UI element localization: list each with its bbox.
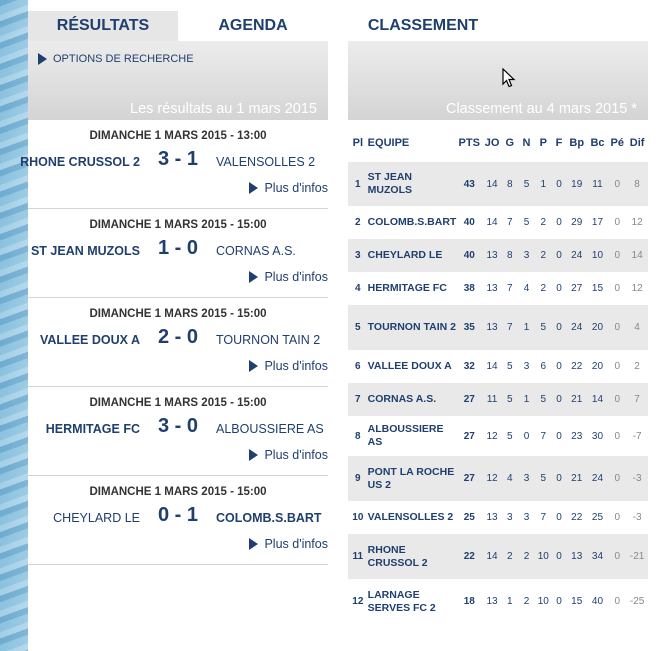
cell-jo: 13	[482, 305, 502, 350]
more-info-label: Plus d'infos	[264, 181, 328, 195]
home-team: ST JEAN MUZOLS	[30, 244, 140, 258]
cell-jo: 14	[482, 206, 502, 239]
cell-dif: 7	[626, 383, 648, 416]
ranking-row	[348, 272, 648, 305]
cell-bc: 34	[587, 534, 609, 579]
results-tabs	[28, 11, 328, 41]
column-header: G	[505, 137, 515, 149]
cell-p: 2	[535, 206, 551, 239]
cell-team[interactable]: VALLEE DOUX A	[368, 350, 457, 383]
ranking-row	[348, 350, 648, 383]
cell-jo: 13	[482, 501, 502, 534]
play-triangle-icon	[249, 449, 258, 461]
cell-f: 0	[551, 239, 567, 272]
cell-g: 3	[502, 501, 518, 534]
cell-dif: -25	[626, 579, 648, 624]
cell-pe: 0	[608, 272, 626, 305]
cell-pe: 0	[608, 350, 626, 383]
cell-bc: 40	[587, 579, 609, 624]
cell-p: 6	[535, 350, 551, 383]
column-header: PTS	[458, 137, 480, 149]
cell-f: 0	[551, 534, 567, 579]
cell-n: 3	[518, 501, 536, 534]
cell-n: 1	[518, 383, 536, 416]
ranking-header	[348, 41, 648, 120]
cell-pe: 0	[608, 383, 626, 416]
match-score: 2 - 0	[157, 326, 199, 348]
cell-bp: 13	[567, 534, 587, 579]
cell-n: 3	[518, 350, 536, 383]
cell-team[interactable]: VALENSOLLES 2	[368, 501, 457, 534]
match-score: 3 - 1	[157, 148, 199, 170]
column-header: JO	[484, 137, 500, 149]
cell-pe: 0	[608, 239, 626, 272]
cell-g: 8	[502, 239, 518, 272]
cell-bc: 20	[587, 305, 609, 350]
cell-pl: 6	[348, 350, 368, 383]
ranking-panel	[348, 11, 648, 624]
cell-team[interactable]: LARNAGE SERVES FC 2	[368, 579, 457, 624]
match-score: 1 - 0	[157, 237, 199, 259]
cell-bc: 15	[587, 272, 609, 305]
cell-p: 5	[535, 383, 551, 416]
cell-bc: 14	[587, 383, 609, 416]
ranking-body	[348, 162, 648, 624]
cell-p: 10	[535, 534, 551, 579]
cell-pl: 2	[348, 206, 368, 239]
cell-n: 5	[518, 162, 536, 206]
cell-pl: 4	[348, 272, 368, 305]
match-item	[28, 298, 328, 387]
more-info-link[interactable]	[249, 537, 328, 551]
cell-pl: 11	[348, 534, 368, 579]
cell-pl: 9	[348, 456, 368, 501]
cell-f: 0	[551, 501, 567, 534]
cell-pe: 0	[608, 162, 626, 206]
cell-f: 0	[551, 383, 567, 416]
cell-pts: 32	[456, 350, 482, 383]
match-date: DIMANCHE 1 MARS 2015 - 15:00	[89, 486, 267, 498]
tab-results[interactable]: RÉSULTATS	[28, 11, 178, 41]
cell-team[interactable]: CORNAS A.S.	[368, 383, 457, 416]
match-date: DIMANCHE 1 MARS 2015 - 15:00	[89, 308, 267, 320]
cell-pts: 35	[456, 305, 482, 350]
results-header	[28, 41, 328, 120]
away-team: COLOMB.S.BART	[216, 511, 322, 525]
cell-pts: 40	[456, 206, 482, 239]
cell-n: 5	[518, 206, 536, 239]
play-triangle-icon	[249, 182, 258, 194]
cell-dif: 14	[626, 239, 648, 272]
cell-jo: 11	[482, 383, 502, 416]
cell-jo: 14	[482, 534, 502, 579]
ranking-row	[348, 305, 648, 350]
cell-team[interactable]: CHEYLARD LE	[368, 239, 457, 272]
cell-p: 5	[535, 456, 551, 501]
home-team: HERMITAGE FC	[45, 422, 140, 436]
column-header: F	[555, 137, 563, 149]
cell-pts: 27	[456, 383, 482, 416]
column-header: EQUIPE	[367, 137, 410, 149]
more-info-label: Plus d'infos	[264, 448, 328, 462]
results-panel	[20, 11, 328, 565]
more-info-link[interactable]	[249, 448, 328, 462]
cell-team[interactable]: PONT LA ROCHE US 2	[368, 456, 457, 501]
away-team: VALENSOLLES 2	[216, 155, 316, 169]
cell-bc: 25	[587, 501, 609, 534]
play-triangle-icon	[249, 271, 258, 283]
cell-bp: 24	[567, 239, 587, 272]
home-team: RHONE CRUSSOL 2	[20, 155, 140, 169]
cell-n: 4	[518, 272, 536, 305]
cell-g: 5	[502, 383, 518, 416]
cell-pl: 8	[348, 416, 368, 456]
cell-pe: 0	[608, 579, 626, 624]
cell-pts: 40	[456, 239, 482, 272]
ranking-row	[348, 239, 648, 272]
play-triangle-icon	[249, 360, 258, 372]
cell-pts: 25	[456, 501, 482, 534]
cell-p: 2	[535, 239, 551, 272]
cell-g: 7	[502, 305, 518, 350]
column-header: Pl	[352, 137, 364, 149]
cell-bc: 11	[587, 162, 609, 206]
cell-n: 3	[518, 456, 536, 501]
cell-pe: 0	[608, 534, 626, 579]
cell-bp: 21	[567, 383, 587, 416]
away-team: ALBOUSSIERE AS	[216, 422, 324, 436]
cell-n: 2	[518, 534, 536, 579]
cell-f: 0	[551, 416, 567, 456]
column-header: P	[539, 137, 547, 149]
play-triangle-icon	[38, 53, 47, 65]
search-options-toggle[interactable]	[38, 53, 194, 65]
away-team: CORNAS A.S.	[216, 244, 296, 258]
match-item	[28, 387, 328, 476]
page-background-stripe	[0, 0, 28, 651]
play-triangle-icon	[249, 538, 258, 550]
tab-ranking[interactable]: CLASSEMENT	[348, 11, 498, 41]
cell-pl: 3	[348, 239, 368, 272]
cell-bc: 24	[587, 456, 609, 501]
cell-jo: 13	[482, 579, 502, 624]
match-date: DIMANCHE 1 MARS 2015 - 15:00	[89, 397, 267, 409]
ranking-table	[348, 124, 648, 624]
cell-pts: 27	[456, 456, 482, 501]
more-info-link[interactable]	[249, 181, 328, 195]
ranking-row	[348, 162, 648, 206]
column-header: Bp	[569, 137, 585, 149]
cell-pl: 7	[348, 383, 368, 416]
cell-g: 8	[502, 162, 518, 206]
cell-pts: 27	[456, 416, 482, 456]
cell-pe: 0	[608, 501, 626, 534]
cell-p: 10	[535, 579, 551, 624]
cell-bp: 22	[567, 501, 587, 534]
cell-p: 1	[535, 162, 551, 206]
search-options-label: OPTIONS DE RECHERCHE	[53, 53, 194, 65]
cell-p: 5	[535, 305, 551, 350]
cell-bp: 24	[567, 305, 587, 350]
cell-pts: 43	[456, 162, 482, 206]
cell-pe: 0	[608, 206, 626, 239]
cell-dif: 2	[626, 350, 648, 383]
match-score: 3 - 0	[157, 415, 199, 437]
cell-pe: 0	[608, 416, 626, 456]
ranking-row	[348, 534, 648, 579]
cell-pts: 22	[456, 534, 482, 579]
cell-g: 2	[502, 534, 518, 579]
cell-g: 7	[502, 206, 518, 239]
column-header: N	[522, 137, 531, 149]
ranking-row	[348, 501, 648, 534]
column-header: Dif	[629, 137, 645, 149]
more-info-link[interactable]	[249, 359, 328, 373]
cell-n: 1	[518, 305, 536, 350]
cell-bp: 19	[567, 162, 587, 206]
ranking-tabs	[348, 11, 498, 41]
cell-dif: 4	[626, 305, 648, 350]
more-info-label: Plus d'infos	[264, 359, 328, 373]
cell-bp: 27	[567, 272, 587, 305]
match-item	[20, 120, 328, 209]
cell-bp: 23	[567, 416, 587, 456]
cell-dif: 8	[626, 162, 648, 206]
cell-g: 1	[502, 579, 518, 624]
cell-bc: 20	[587, 350, 609, 383]
cell-f: 0	[551, 206, 567, 239]
ranking-date-note: Classement au 4 mars 2015 *	[445, 101, 637, 117]
ranking-row	[348, 456, 648, 501]
cell-bc: 30	[587, 416, 609, 456]
column-header: Pé	[610, 137, 624, 149]
cell-g: 7	[502, 272, 518, 305]
cell-jo: 12	[482, 416, 502, 456]
cell-bc: 17	[587, 206, 609, 239]
cell-bp: 15	[567, 579, 587, 624]
cell-team[interactable]: ST JEAN MUZOLS	[368, 162, 457, 206]
cell-pts: 38	[456, 272, 482, 305]
cell-pl: 5	[348, 305, 368, 350]
cell-n: 0	[518, 416, 536, 456]
cell-jo: 14	[482, 162, 502, 206]
match-item	[28, 476, 328, 565]
cell-f: 0	[551, 350, 567, 383]
cell-bp: 29	[567, 206, 587, 239]
cell-dif: -3	[626, 456, 648, 501]
cell-pl: 1	[348, 162, 368, 206]
cell-jo: 12	[482, 456, 502, 501]
more-info-link[interactable]	[249, 270, 328, 284]
cell-dif: -7	[626, 416, 648, 456]
cell-bp: 22	[567, 350, 587, 383]
more-info-label: Plus d'infos	[264, 270, 328, 284]
away-team: TOURNON TAIN 2	[216, 333, 321, 347]
cell-p: 7	[535, 501, 551, 534]
cell-jo: 13	[482, 239, 502, 272]
cell-team[interactable]: COLOMB.S.BART	[368, 206, 457, 239]
cell-pe: 0	[608, 305, 626, 350]
cell-team[interactable]: RHONE CRUSSOL 2	[368, 534, 457, 579]
home-team: CHEYLARD LE	[53, 511, 140, 525]
cell-dif: -21	[626, 534, 648, 579]
match-item	[28, 209, 328, 298]
cell-p: 2	[535, 272, 551, 305]
cell-dif: 12	[626, 206, 648, 239]
match-date: DIMANCHE 1 MARS 2015 - 13:00	[89, 130, 267, 142]
column-header: Bc	[590, 137, 605, 149]
results-date-note: Les résultats au 1 mars 2015	[130, 101, 317, 117]
home-team: VALLEE DOUX A	[39, 333, 140, 347]
ranking-row	[348, 579, 648, 624]
ranking-row	[348, 206, 648, 239]
cell-g: 5	[502, 416, 518, 456]
match-list	[20, 120, 328, 565]
cell-dif: -3	[626, 501, 648, 534]
cell-f: 0	[551, 305, 567, 350]
mouse-pointer-icon	[502, 68, 516, 88]
cell-jo: 13	[482, 272, 502, 305]
cell-dif: 12	[626, 272, 648, 305]
cell-pe: 0	[608, 456, 626, 501]
cell-jo: 14	[482, 350, 502, 383]
cell-pl: 10	[348, 501, 368, 534]
cell-g: 5	[502, 350, 518, 383]
cell-f: 0	[551, 579, 567, 624]
cell-g: 4	[502, 456, 518, 501]
more-info-label: Plus d'infos	[264, 537, 328, 551]
ranking-header-row	[348, 124, 648, 162]
match-date: DIMANCHE 1 MARS 2015 - 15:00	[89, 219, 267, 231]
ranking-row	[348, 416, 648, 456]
cell-team[interactable]: ALBOUSSIERE AS	[368, 416, 457, 456]
tab-agenda[interactable]: AGENDA	[178, 11, 328, 41]
cell-bc: 10	[587, 239, 609, 272]
cell-f: 0	[551, 456, 567, 501]
cell-team[interactable]: HERMITAGE FC	[368, 272, 457, 305]
cell-n: 2	[518, 579, 536, 624]
cell-f: 0	[551, 162, 567, 206]
cell-n: 3	[518, 239, 536, 272]
match-score: 0 - 1	[157, 504, 199, 526]
cell-bp: 21	[567, 456, 587, 501]
ranking-row	[348, 383, 648, 416]
cell-f: 0	[551, 272, 567, 305]
cell-pl: 12	[348, 579, 368, 624]
cell-team[interactable]: TOURNON TAIN 2	[368, 305, 457, 350]
cell-p: 7	[535, 416, 551, 456]
cell-pts: 18	[456, 579, 482, 624]
